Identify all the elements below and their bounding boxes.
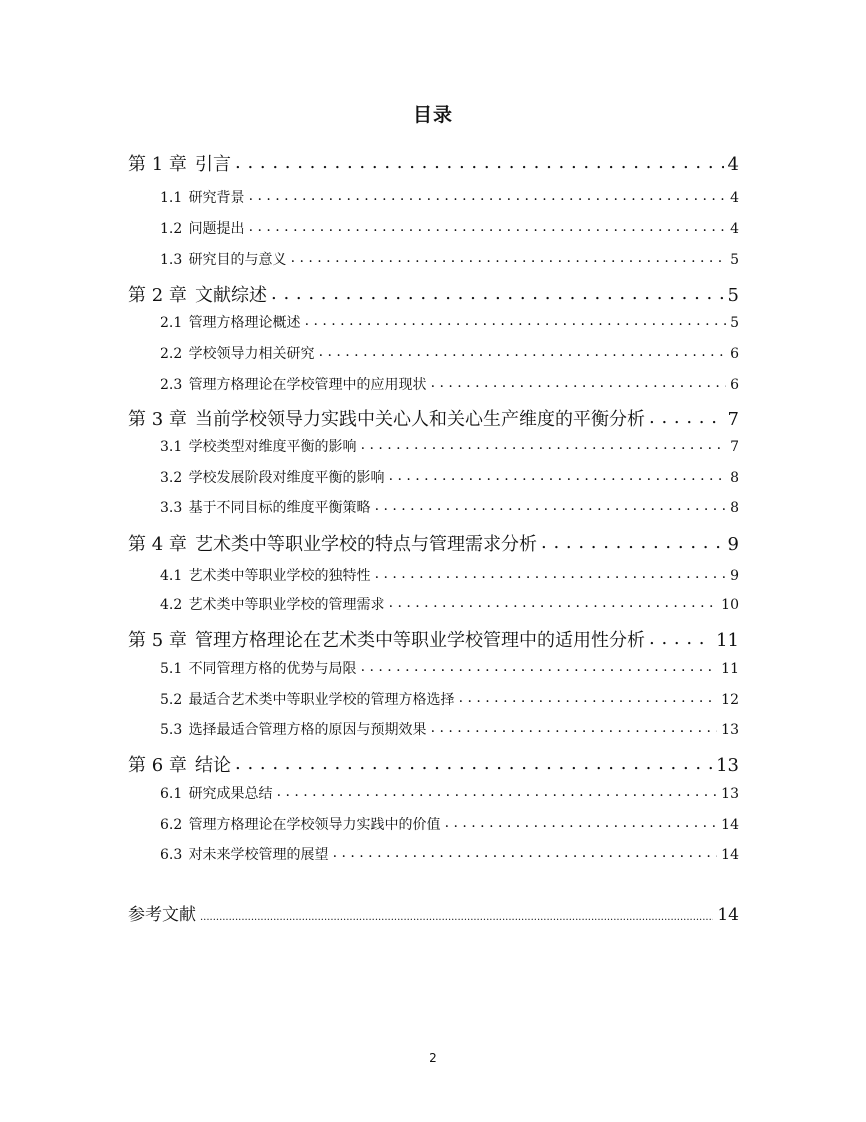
toc-entry-page: 8 xyxy=(730,500,739,516)
toc-entry-page: 6 xyxy=(730,377,739,393)
toc-leader-dots xyxy=(649,407,724,428)
toc-entry-text: 参考文献 xyxy=(128,905,196,925)
toc-entry-label xyxy=(160,436,357,456)
toc-entry-page: 11 xyxy=(721,661,739,677)
toc-entry-label xyxy=(128,626,645,652)
toc-entry-text: 当前学校领导力实践中关心人和关心生产维度的平衡分析 xyxy=(195,409,645,430)
toc-leader-dots xyxy=(235,152,724,173)
toc-entry-page: 13 xyxy=(721,722,739,738)
toc-entry-number: 第 4 章 xyxy=(128,534,187,555)
toc-entry-section[interactable] xyxy=(160,658,739,678)
toc-leader-dots xyxy=(459,690,718,706)
toc-leader-dots xyxy=(277,784,718,800)
toc-entry-section[interactable] xyxy=(160,783,739,803)
toc-leader-dots xyxy=(249,188,727,204)
toc-entry-label xyxy=(160,719,427,739)
toc-entry-number: 6.1 xyxy=(160,786,183,802)
toc-entry-label xyxy=(160,374,427,394)
toc-entry-number: 第 1 章 xyxy=(128,154,187,175)
toc-entry-number: 2.2 xyxy=(160,346,183,362)
toc-entry-section[interactable] xyxy=(160,497,739,517)
toc-entry-number: 3.2 xyxy=(160,470,183,486)
toc-entry-label xyxy=(160,689,455,709)
toc-entry-number: 2.3 xyxy=(160,377,183,393)
toc-entry-section[interactable] xyxy=(160,436,739,456)
toc-entry-page: 8 xyxy=(730,470,739,486)
toc-entry-page: 5 xyxy=(727,285,739,306)
toc-entry-text: 管理方格理论在艺术类中等职业学校管理中的适用性分析 xyxy=(195,630,645,651)
toc-leader-dots xyxy=(291,250,727,266)
toc-leader-dots xyxy=(200,905,713,925)
toc-entry-label xyxy=(160,218,245,238)
page-number: 2 xyxy=(429,1051,437,1065)
toc-entry-text: 引言 xyxy=(195,154,231,175)
toc-entry-page: 4 xyxy=(727,154,739,175)
toc-entry-number: 5.2 xyxy=(160,692,183,708)
toc-entry-number: 第 6 章 xyxy=(128,755,187,776)
toc-entry-text: 选择最适合管理方格的原因与预期效果 xyxy=(188,722,427,738)
toc-entry-text: 学校领导力相关研究 xyxy=(188,346,315,362)
toc-entry-number: 6.2 xyxy=(160,817,183,833)
toc-entry-page: 11 xyxy=(716,630,739,651)
toc-leader-dots xyxy=(319,344,727,360)
toc-entry-label xyxy=(160,565,371,585)
toc-entry-chapter[interactable] xyxy=(128,405,739,431)
toc-entry-number: 6.3 xyxy=(160,847,183,863)
toc-entry-number: 5.3 xyxy=(160,722,183,738)
toc-leader-dots xyxy=(271,283,724,304)
toc-entry-text: 艺术类中等职业学校的独特性 xyxy=(188,568,371,584)
toc-entry-page: 14 xyxy=(721,817,739,833)
toc-entry-section[interactable] xyxy=(160,218,739,238)
toc-leader-dots xyxy=(541,532,724,553)
toc-leader-dots xyxy=(375,566,727,582)
toc-entry-text: 管理方格理论在学校领导力实践中的价值 xyxy=(188,817,441,833)
toc-entry-section[interactable] xyxy=(160,312,739,332)
toc-entry-chapter[interactable] xyxy=(128,530,739,556)
toc-leader-dots xyxy=(389,468,727,484)
toc-entry-text: 对未来学校管理的展望 xyxy=(188,847,329,863)
toc-entry-section[interactable] xyxy=(160,249,739,269)
toc-entry-chapter[interactable] xyxy=(128,626,739,652)
toc-entry-page: 14 xyxy=(717,905,739,925)
toc-entry-label xyxy=(160,814,441,834)
toc-entry-text: 学校类型对维度平衡的影响 xyxy=(188,439,357,455)
toc-entry-text: 研究成果总结 xyxy=(188,786,273,802)
toc-entry-text: 研究背景 xyxy=(188,190,245,206)
toc-entry-text: 管理方格理论概述 xyxy=(188,315,301,331)
toc-entry-label xyxy=(160,783,273,803)
toc-entry-text: 不同管理方格的优势与局限 xyxy=(188,661,357,677)
toc-leader-dots xyxy=(375,498,727,514)
toc-entry-number: 4.2 xyxy=(160,597,183,613)
toc-entry-section[interactable] xyxy=(160,844,739,864)
toc-entry-label xyxy=(128,281,267,307)
toc-entry-number: 第 3 章 xyxy=(128,409,187,430)
toc-entry-section[interactable] xyxy=(160,374,739,394)
toc-entry-label xyxy=(160,467,385,487)
toc-entry-label xyxy=(160,594,385,614)
toc-entry-number: 5.1 xyxy=(160,661,183,677)
toc-entry-page: 12 xyxy=(721,692,739,708)
toc-entry-label xyxy=(160,312,301,332)
toc-entry-number: 第 5 章 xyxy=(128,630,187,651)
toc-entry-page: 4 xyxy=(730,190,739,206)
toc-leader-dots xyxy=(361,659,718,675)
toc-entry-references[interactable] xyxy=(128,900,739,925)
toc-entry-text: 基于不同目标的维度平衡策略 xyxy=(188,500,371,516)
toc-entry-page: 4 xyxy=(730,221,739,237)
toc-leader-dots xyxy=(649,628,712,649)
toc-leader-dots xyxy=(361,437,727,453)
toc-leader-dots xyxy=(445,815,718,831)
toc-entry-number: 2.1 xyxy=(160,315,183,331)
toc-entry-section[interactable] xyxy=(160,719,739,739)
toc-entry-section[interactable] xyxy=(160,343,739,363)
toc-entry-number: 1.3 xyxy=(160,252,183,268)
toc-leader-dots xyxy=(431,720,718,736)
toc-entry-page: 10 xyxy=(721,597,739,613)
toc-entry-text: 文献综述 xyxy=(195,285,267,306)
toc-entry-number: 1.2 xyxy=(160,221,183,237)
toc-entry-number: 3.3 xyxy=(160,500,183,516)
toc-entry-page: 7 xyxy=(730,439,739,455)
toc-entry-text: 学校发展阶段对维度平衡的影响 xyxy=(188,470,385,486)
toc-leader-dots xyxy=(431,375,727,391)
toc-leader-dots xyxy=(333,845,718,861)
toc-entry-label xyxy=(128,530,537,556)
toc-entry-page: 5 xyxy=(730,315,739,331)
toc-entry-label xyxy=(160,249,287,269)
toc-entry-number: 3.1 xyxy=(160,439,183,455)
toc-entry-number: 第 2 章 xyxy=(128,285,187,306)
toc-leader-dots xyxy=(389,595,718,611)
toc-entry-label xyxy=(160,343,315,363)
toc-entry-section[interactable] xyxy=(160,689,739,709)
toc-entry-chapter[interactable] xyxy=(128,150,739,176)
toc-entry-section[interactable] xyxy=(160,594,739,614)
toc-entry-chapter[interactable] xyxy=(128,281,739,307)
toc-entry-label xyxy=(128,405,645,431)
toc-title: 目录 xyxy=(412,104,453,126)
toc-entry-page: 9 xyxy=(727,534,739,555)
toc-entry-page: 14 xyxy=(721,847,739,863)
toc-entry-page: 13 xyxy=(716,755,739,776)
toc-entry-text: 艺术类中等职业学校的管理需求 xyxy=(188,597,385,613)
toc-leader-dots xyxy=(305,313,727,329)
toc-entry-chapter[interactable] xyxy=(128,751,739,777)
toc-entry-section[interactable] xyxy=(160,565,739,585)
toc-entry-label xyxy=(160,658,357,678)
toc-entry-page: 5 xyxy=(730,252,739,268)
toc-entry-label xyxy=(160,497,371,517)
toc-leader-dots xyxy=(249,219,727,235)
toc-entry-section[interactable] xyxy=(160,467,739,487)
toc-entry-text: 管理方格理论在学校管理中的应用现状 xyxy=(188,377,427,393)
toc-entry-label xyxy=(128,751,231,777)
toc-entry-text: 问题提出 xyxy=(188,221,245,237)
toc-entry-label xyxy=(160,187,245,207)
toc-entry-text: 最适合艺术类中等职业学校的管理方格选择 xyxy=(188,692,455,708)
toc-entry-section[interactable] xyxy=(160,187,739,207)
toc-entry-label xyxy=(128,150,231,176)
toc-entry-text: 研究目的与意义 xyxy=(188,252,287,268)
toc-entry-page: 6 xyxy=(730,346,739,362)
toc-entry-label xyxy=(160,844,329,864)
toc-entry-page: 9 xyxy=(730,568,739,584)
toc-entry-page: 7 xyxy=(727,409,739,430)
toc-entry-section[interactable] xyxy=(160,814,739,834)
toc-entry-number: 4.1 xyxy=(160,568,183,584)
toc-entry-number: 1.1 xyxy=(160,190,183,206)
toc-leader-dots xyxy=(235,753,712,774)
toc-entry-text: 结论 xyxy=(195,755,231,776)
toc-entry-text: 艺术类中等职业学校的特点与管理需求分析 xyxy=(195,534,537,555)
toc-entry-page: 13 xyxy=(721,786,739,802)
